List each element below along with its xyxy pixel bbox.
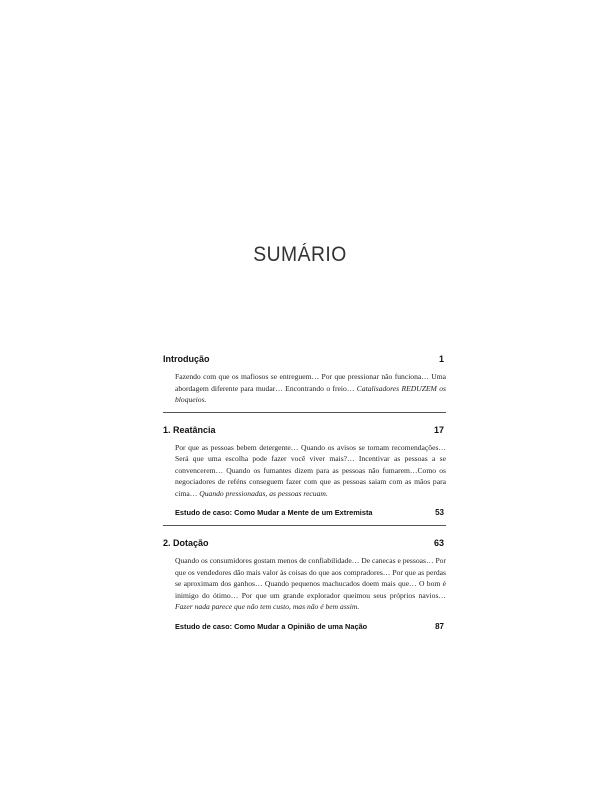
page-title: SUMÁRIO — [253, 243, 347, 266]
toc-entry-description — [175, 371, 446, 406]
toc-entry-page: 63 — [433, 538, 444, 548]
toc-entry-heading[interactable] — [163, 536, 446, 550]
toc-entry-title: 2. Dotação — [163, 538, 209, 548]
case-study-entry[interactable] — [175, 507, 446, 519]
case-study-page: 87 — [435, 621, 444, 631]
toc-entry-page: 17 — [433, 424, 444, 435]
toc-entry-title: Introdução — [163, 354, 210, 364]
case-study-title: Estudo de caso: Como Mudar a Opinião de uma Nação — [175, 621, 368, 631]
toc-entry-description — [175, 442, 446, 500]
case-study-page: 53 — [435, 508, 444, 517]
toc-entry-heading[interactable] — [163, 423, 446, 437]
toc-entry-title: 1. Reatância — [163, 424, 216, 435]
toc-entry-page: 1 — [438, 354, 444, 364]
description-italic: Catalisadores REDUZEM os bloqueios. — [175, 383, 446, 404]
toc-section-reactance — [163, 423, 446, 527]
description-text: Fazendo com que os mafiosos se entreguem… Por que pressionar não funciona… Uma abordagem diferente para mudar… Encontrando o freio… — [175, 372, 446, 393]
toc-section-introduction — [163, 352, 446, 413]
description-italic: Fazer nada parece que não tem custo, mas não é bem assim. — [175, 602, 360, 611]
case-study-title: Estudo de caso: Como Mudar a Mente de um Extremista — [175, 508, 373, 517]
toc-section-endowment — [163, 536, 446, 633]
toc-entry-description — [175, 555, 446, 613]
case-study-entry[interactable] — [175, 621, 446, 633]
description-text: Por que as pessoas bebem detergente… Quando os avisos se tornam recomendações… Será que uma escolha pode fazer você viver mais?… Incentivar as pessoas a se convencerem… Quando os fumantes dizem para as pessoas não fumarem…Como os negociadores de reféns conseguem fazer com que as pessoas saiam com as mãos para cima… — [175, 442, 446, 498]
description-text: Quando os consumidores gostam menos de confiabilidade… De canecas e pessoas… Por que os vendedores dão mais valor às coisas do que aos compradores… Por que as perdas se aproximam dos ganhos… Quando pequenos machucados doem mais que… O bom é inimigo do ótimo… Por que um grande explorador queimou seus próprios navios… — [175, 556, 446, 600]
description-italic: Quando pressionadas, as pessoas recuam. — [199, 488, 328, 498]
table-of-contents — [163, 352, 446, 633]
toc-entry-heading[interactable] — [163, 352, 446, 366]
